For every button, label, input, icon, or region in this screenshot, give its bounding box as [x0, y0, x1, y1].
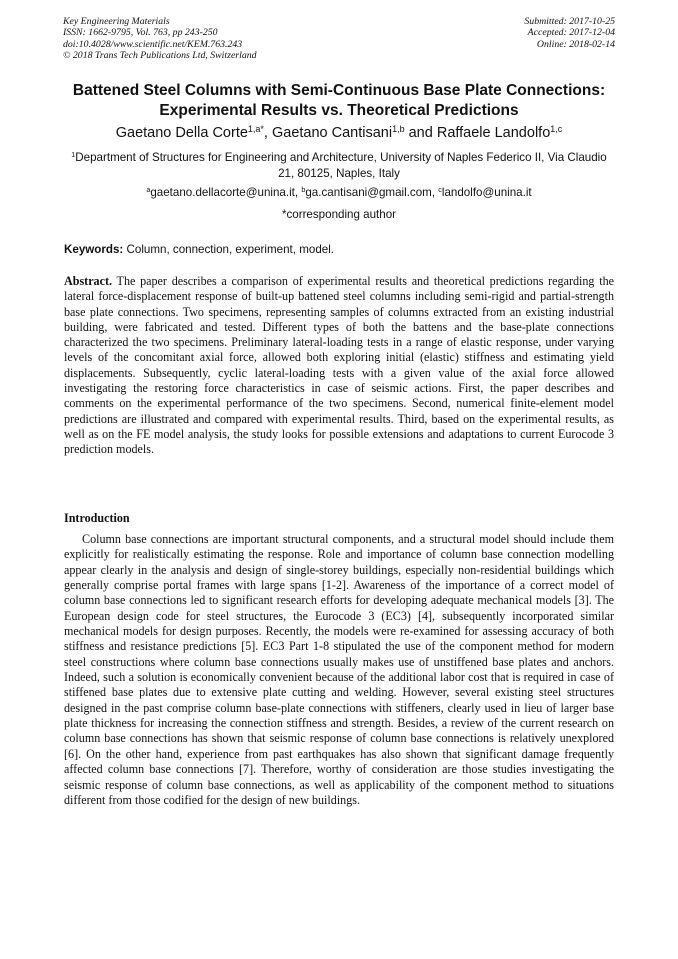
- online-date: Online: 2018-02-14: [536, 38, 615, 50]
- email-superscript: b: [301, 185, 306, 195]
- title-line-1: Battened Steel Columns with Semi-Continuous Base Plate Connections:: [72, 82, 606, 99]
- email-link[interactable]: gaetano.dellacorte@unina.it: [150, 186, 295, 199]
- affiliation-text: Department of Structures for Engineering and Architecture, University of Naples Federico II, Via Claudio 21, 80125, Naples, Italy: [75, 151, 607, 180]
- email-link[interactable]: ga.cantisani@gmail.com: [305, 186, 432, 199]
- author-separator: ,: [263, 125, 272, 141]
- author-list: [40, 124, 638, 142]
- doi: doi:10.4028/www.scientific.net/KEM.763.243: [63, 38, 243, 50]
- email-link[interactable]: landolfo@unina.it: [441, 186, 532, 199]
- email-superscript: c: [438, 185, 442, 195]
- author-name: Raffaele Landolfo: [436, 125, 551, 141]
- keywords: [64, 242, 614, 258]
- publication-dates: [524, 16, 615, 50]
- copyright: © 2018 Trans Tech Publications Ltd, Switzerland: [63, 49, 257, 61]
- abstract-label: Abstract.: [64, 274, 113, 288]
- email-superscript: a: [146, 185, 151, 195]
- author-superscript: 1,c: [550, 124, 563, 135]
- accepted-date: Accepted: 2017-12-04: [527, 27, 615, 39]
- submitted-date: Submitted: 2017-10-25: [524, 16, 615, 27]
- author-superscript: 1,b: [392, 124, 405, 135]
- abstract-text: The paper describes a comparison of experimental results and theoretical predictions regarding the lateral force-displacement response of built-up battened steel columns including semi-rigid and partial-strength base plate connections. Two specimens, representing samples of columns extracted from an existing industrial building, were fabricated and tested. Different types of both the battens and the base-plate connections characterized the two specimens. Preliminary lateral-loading tests in a range of elastic response, under varying levels of the concomitant axial force, allowed both exploring initial (elastic) stiffness and estimating yield displacements. Subsequently, cyclic lateral-loading tests with a given value of the axial force allowed investigating the restoring force characteristics in case of seismic actions. First, the paper describes and comments on the experimental performance of the two specimens. Second, numerical finite-element model predictions are illustrated and compared with experimental results. Third, based on the experimental results, as well as on the FE model analysis, the study looks for possible extensions and adaptations to current Eurocode 3 prediction models.: [64, 274, 614, 457]
- issn: ISSN: 1662-9795, Vol. 763, pp 243-250: [63, 27, 218, 39]
- author-name: Gaetano Della Corte: [115, 125, 248, 141]
- abstract: [64, 274, 614, 458]
- section-heading-introduction: Introduction: [64, 511, 130, 525]
- author-superscript: 1,a*: [247, 124, 264, 135]
- journal-name: Key Engineering Materials: [63, 16, 170, 27]
- corresponding-author-note: *corresponding author: [281, 208, 397, 221]
- keywords-text: Column, connection, experiment, model.: [123, 243, 335, 256]
- keywords-label: Keywords:: [64, 243, 124, 256]
- author-emails: [40, 185, 638, 201]
- affiliation: [64, 150, 614, 182]
- paper-title: [40, 81, 638, 121]
- author-name: Gaetano Cantisani: [271, 125, 393, 141]
- affiliation-superscript: 1: [71, 150, 76, 160]
- introduction-paragraph: Column base connections are important structural components, and a structural model should include them explicitly for realistically estimating the response. Role and importance of column base connection modelling appear clearly in the analysis and design of single-storey buildings, especially non-residential buildings which generally comprise portal frames with large spans [1-2]. Awareness of the importance of a correct model of column base connections led to significant research efforts for developing adequate mechanical models [3]. The European design code for steel structures, the Eurocode 3 (EC3) [4], subsequently incorporated similar mechanical models for design purposes. Recently, the models were re-examined for assessing accuracy of both stiffness and resistance predictions [5]. EC3 Part 1-8 stipulated the use of the component method for modern steel constructions where column base connections usually makes use of unstiffened base plates and anchors. Indeed, such a solution is economically convenient because of the additional labor cost that is required in case of stiffened base plates due to extensive plate cutting and welding. However, several existing steel structures designed in the past comprise column base-plate connections with stiffeners, clearly used in lieu of larger base plate thickness for increasing the connection stiffness and strength. Besides, a review of the current research on column base connections has shown that seismic response of column base connections is relatively unexplored [6]. On the other hand, experience from past earthquakes has also shown that significant damage frequently affected column base connections [7]. Therefore, worthy of consideration are those studies investigating the seismic response of column base connections, as well as applicability of the component method to situations different from those codified for the design of new buildings.: [64, 532, 614, 807]
- author-separator: and: [404, 125, 437, 141]
- title-line-2: Experimental Results vs. Theoretical Predictions: [159, 102, 519, 119]
- journal-metadata: [63, 16, 257, 61]
- email-separator: ,: [431, 186, 439, 199]
- email-separator: ,: [294, 186, 302, 199]
